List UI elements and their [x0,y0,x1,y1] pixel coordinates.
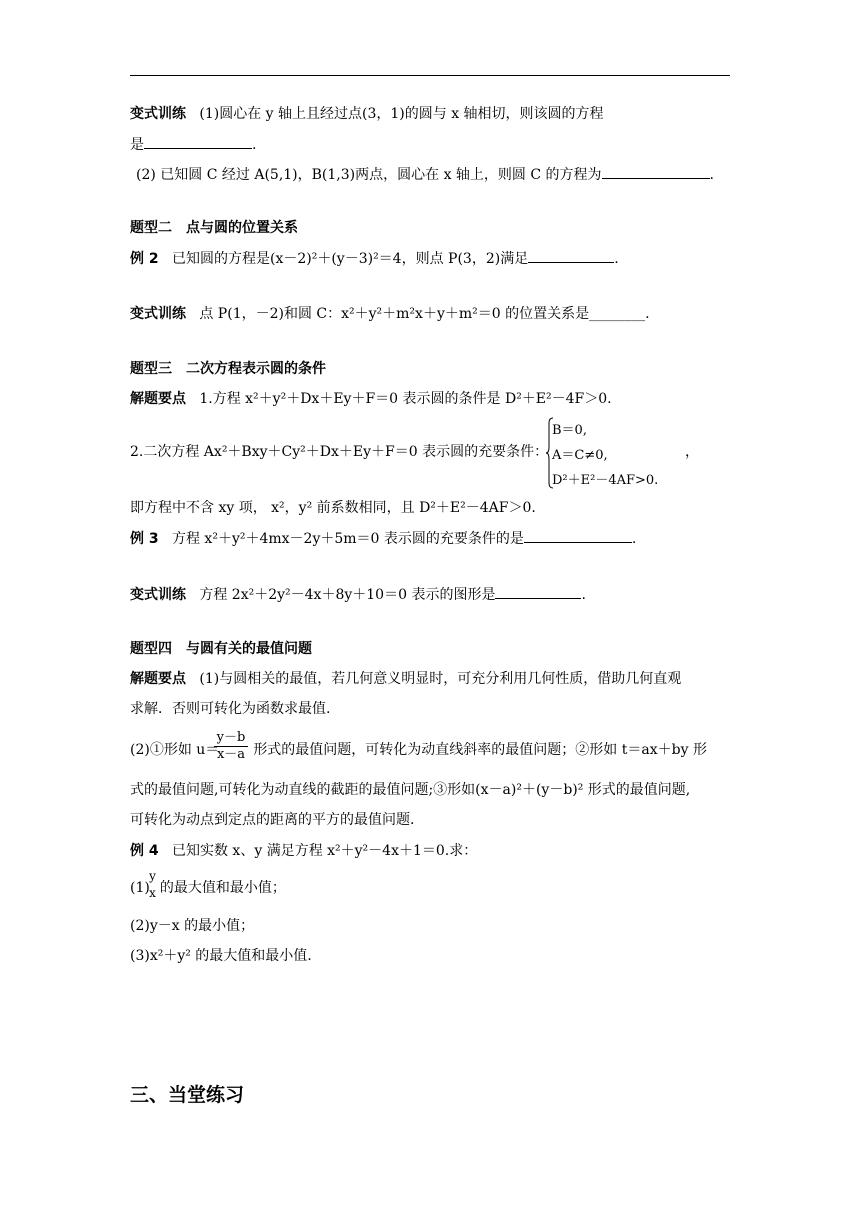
example2 [130,248,619,269]
type4-title: 题型四 与圆有关的最值问题 [130,641,312,657]
type3-key3: 即方程中不含 xy 项， x²，y² 前系数相同，且 D²＋E²－4AF＞0. [130,500,536,516]
fraction-denominator: x－a [216,747,246,762]
period: . [581,587,586,603]
example4-text: 已知实数 x、y 满足方程 x²＋y²－4x＋1＝0.求： [171,843,478,859]
key-label: 解题要点 [130,391,186,407]
key2-text: 2.二次方程 Ax²＋Bxy＋Cy²＋Dx＋Ey＋F＝0 表示圆的充要条件： [130,444,549,460]
variant-label: 变式训练 [130,587,186,603]
example-label: 例 3 [130,531,159,547]
answer-blank[interactable] [144,134,252,149]
variant1-line1 [130,104,604,124]
type4-key1b: 求解．否则可转化为函数求最值. [130,701,331,717]
variant1-q2-text: (2) 已知圆 C 经过 A(5,1)，B(1,3)两点，圆心在 x 轴上，则圆 C 的方程为 [136,167,602,183]
variant1-text: (1)圆心在 y 轴上且经过点(3，1)的圆与 x 轴相切，则该圆的方程 [199,106,604,122]
variant3-text: 方程 2x²＋2y²－4x＋8y＋10＝0 表示的图形是 [199,587,496,603]
example-label: 例 2 [130,251,159,267]
variant2-text: 点 P(1，－2)和圆 C：x²＋y²＋m²x＋y＋m²＝0 的位置关系是________. [199,306,650,322]
q1-post: 的最大值和最小值； [159,880,286,896]
variant2 [130,304,650,324]
type4-key2b: 式的最值问题,可转化为动直线的截距的最值问题;③形如(x－a)²＋(y－b)² 形式的最值问题, [130,782,691,798]
answer-blank[interactable] [495,584,581,599]
answer-blank[interactable] [602,164,710,179]
example2-text: 已知圆的方程是(x－2)²＋(y－3)²＝4，则点 P(3，2)满足 [171,251,529,267]
period: . [614,251,619,267]
key1-text: 1.方程 x²＋y²＋Dx＋Ey＋F＝0 表示圆的条件是 D²＋E²－4F＞0. [199,391,612,407]
type4-key2c: 可转化为动点到定点的距离的平方的最值问题. [130,812,415,828]
q1-pre: (1) [130,880,150,896]
answer-blank[interactable] [524,528,632,543]
type2-title: 题型二 点与圆的位置关系 [130,220,298,236]
key-label: 解题要点 [130,671,186,687]
example3 [130,528,636,549]
comma: ， [685,444,699,460]
condition-cases [546,417,696,489]
fraction-y-over-x [148,870,157,900]
case-2: A＝C≠0, [552,448,608,463]
answer-blank[interactable] [528,248,614,263]
question-2: (2)y－x 的最小值； [130,918,255,934]
example-label: 例 4 [130,843,159,859]
header-rule [130,75,730,76]
variant1-line2 [130,134,256,155]
fraction-denominator: x [149,886,156,900]
section-heading: 三、当堂练习 [130,1084,245,1106]
variant3 [130,584,586,605]
period: . [631,531,637,547]
example3-text: 方程 x²＋y²＋4mx－2y＋5m＝0 表示圆的充要条件的是 [171,531,524,547]
key1a-text: (1)与圆相关的最值，若几何意义明显时，可充分利用几何性质，借助几何直观 [199,671,682,687]
key2-pre: (2)①形如 u＝ [130,742,220,758]
example4 [130,841,477,861]
case-1: B＝0, [552,423,587,438]
period: . [252,137,257,153]
key2-post: 形式的最值问题，可转化为动直线斜率的最值问题；②形如 t＝ax＋by 形 [253,742,707,758]
variant1-line3 [136,164,714,185]
fraction-numerator: y [149,869,156,883]
question-3: (3)x²＋y² 的最大值和最小值. [130,948,312,964]
fraction-u [214,730,248,763]
type3-key1 [130,389,612,409]
period: . [709,167,714,183]
type4-key1a [130,669,681,689]
type3-key2 [130,442,548,462]
fraction-numerator: y－b [216,730,246,745]
variant-label: 变式训练 [130,106,186,122]
case-3: D²＋E²－4AF>0. [552,473,659,488]
type3-title: 题型三 二次方程表示圆的条件 [130,361,326,377]
variant1-line2-text: 是 [130,137,144,153]
variant-label: 变式训练 [130,306,186,322]
